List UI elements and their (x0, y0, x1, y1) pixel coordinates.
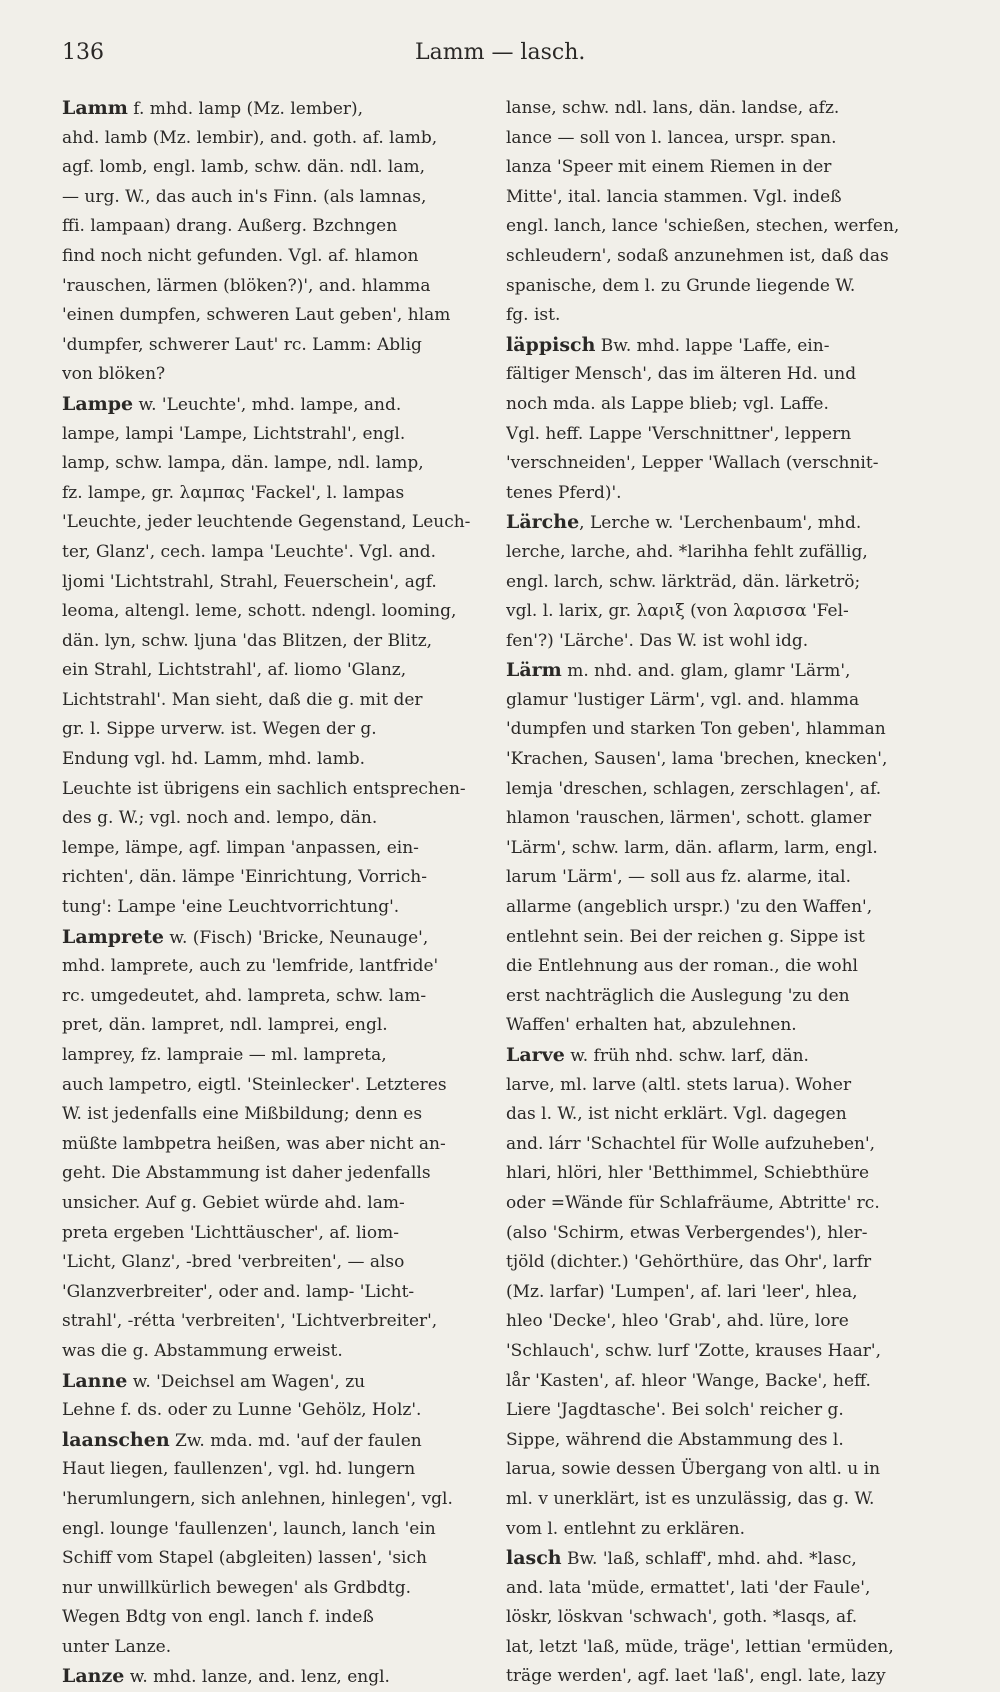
text-line (506, 301, 936, 331)
text-line (506, 1011, 936, 1041)
text-line (62, 893, 482, 923)
text-line (62, 301, 482, 331)
text-line (62, 94, 482, 124)
line-text: hlari, hlöri, hler 'Betthimmel, Schiebthüre (506, 1163, 870, 1184)
text-line (62, 627, 482, 657)
text-line (506, 1485, 936, 1515)
line-text: mhd. lamprete, auch zu 'lemfride, lantfride' (62, 956, 439, 977)
line-text: hlamon 'rauschen, lärmen', schott. glamer (506, 808, 872, 829)
text-line (62, 1130, 482, 1160)
text-line (506, 508, 936, 538)
line-text: 'Krachen, Sausen', lama 'brechen, knecken', (506, 749, 888, 770)
headword: Lampe (62, 392, 134, 415)
text-line (62, 982, 482, 1012)
text-line (506, 568, 936, 598)
text-line (62, 1011, 482, 1041)
line-text: 'Licht, Glanz', -bred 'verbreiten', — also (62, 1252, 405, 1273)
text-line (506, 360, 936, 390)
right-column (506, 94, 936, 1692)
headword: läppisch (506, 333, 596, 356)
text-line (506, 1662, 936, 1692)
text-line (506, 863, 936, 893)
text-line (506, 331, 936, 361)
text-line (62, 1662, 482, 1692)
text-line (62, 508, 482, 538)
text-line (62, 331, 482, 361)
text-line (62, 715, 482, 745)
line-text: Bw. 'laß, schlaff', mhd. ahd. *lasc, (561, 1549, 857, 1570)
line-text: Wegen Bdtg von engl. lanch f. indeß (62, 1607, 374, 1628)
text-line (62, 775, 482, 805)
text-line (62, 272, 482, 302)
text-line (506, 390, 936, 420)
text-line (62, 1041, 482, 1071)
text-line (506, 1041, 936, 1071)
line-text: 'rauschen, lärmen (blöken?)', and. hlamma (62, 275, 431, 296)
line-text: vgl. l. larix, gr. λαριξ (von λαρισσα 'Fel- (506, 601, 849, 622)
text-line (506, 1633, 936, 1663)
text-line (506, 1307, 936, 1337)
text-line (506, 597, 936, 627)
line-text: larve, ml. larve (altl. stets larua). Woher (506, 1074, 852, 1095)
text-line (62, 449, 482, 479)
headword: Lamprete (62, 925, 165, 948)
text-line (62, 1544, 482, 1574)
line-text: and. lata 'müde, ermattet', lati 'der Faule', (506, 1577, 871, 1598)
page-number: 136 (62, 40, 104, 65)
line-text: 'dumpfer, schwerer Laut' rc. Lamm: Ablig (62, 334, 422, 355)
text-line (506, 952, 936, 982)
text-line (506, 834, 936, 864)
line-text: das l. W., ist nicht erklärt. Vgl. dagegen (506, 1104, 847, 1125)
line-text: lamprey, fz. lampraie — ml. lampreta, (62, 1045, 387, 1065)
line-text: 'verschneiden', Lepper 'Wallach (verschnit- (506, 453, 879, 474)
line-text: lance — soll von l. lancea, urspr. span. (506, 127, 837, 148)
line-text: lanza 'Speer mit einem Riemen in der (506, 157, 832, 178)
line-text: spanische, dem l. zu Grunde liegende W. (506, 275, 856, 296)
text-line (62, 745, 482, 775)
line-text: ahd. lamb (Mz. lembir), and. goth. af. lamb, (62, 127, 438, 148)
line-text: ein Strahl, Lichtstrahl', af. liomo 'Glanz, (62, 660, 407, 681)
text-line (506, 923, 936, 953)
line-text: fältiger Mensch', das im älteren Hd. und (506, 364, 857, 385)
line-text: lamp, schw. lampa, dän. lampe, ndl. lamp, (62, 453, 424, 474)
headword: Lärm (506, 659, 562, 682)
line-text: ljomi 'Lichtstrahl, Strahl, Feuerschein', agf. (62, 571, 437, 592)
text-line (62, 686, 482, 716)
line-text: Liere 'Jagdtasche'. Bei solch' reicher g. (506, 1400, 844, 1421)
text-line (506, 715, 936, 745)
line-text: ter, Glanz', cech. lampa 'Leuchte'. Vgl. and. (62, 541, 437, 562)
text-line (62, 656, 482, 686)
line-text: lår 'Kasten', af. hleor 'Wange, Backe', heff. (506, 1370, 871, 1391)
text-line (62, 834, 482, 864)
line-text: engl. larch, schw. lärkträd, dän. lärketrö; (506, 571, 861, 592)
text-line (506, 212, 936, 242)
text-line (506, 1159, 936, 1189)
line-text: von blöken? (62, 364, 166, 385)
line-text: unsicher. Auf g. Gebiet würde ahd. lam- (62, 1192, 405, 1213)
line-text: ml. v unerklärt, ist es unzulässig, das g. W. (506, 1488, 875, 1509)
line-text: Bw. mhd. lappe 'Laffe, ein- (595, 335, 830, 356)
text-line (506, 1426, 936, 1456)
line-text: larua, sowie dessen Übergang von altl. u in (506, 1459, 881, 1480)
line-text: Leuchte ist übrigens ein sachlich entsprechen- (62, 778, 466, 799)
text-line (62, 1278, 482, 1308)
line-text: lempe, lämpe, agf. limpan 'anpassen, ein- (62, 837, 419, 858)
line-text: gr. l. Sippe urverw. ist. Wegen der g. (62, 719, 377, 740)
line-text: des g. W.; vgl. noch and. lempo, dän. (62, 808, 378, 829)
line-text: find noch nicht gefunden. Vgl. af. hlamon (62, 245, 419, 266)
text-line (506, 449, 936, 479)
text-line (506, 272, 936, 302)
text-line (62, 1189, 482, 1219)
text-line (506, 1100, 936, 1130)
line-text: dän. lyn, schw. ljuna 'das Blitzen, der Blitz, (62, 630, 433, 651)
line-text: hleo 'Decke', hleo 'Grab', ahd. lüre, lore (506, 1311, 849, 1332)
line-text: engl. lanch, lance 'schießen, stechen, werfen, (506, 216, 900, 237)
line-text: tenes Pferd)'. (506, 482, 622, 503)
line-text: richten', dän. lämpe 'Einrichtung, Vorrich- (62, 867, 427, 888)
text-line (62, 153, 482, 183)
text-line (62, 1367, 482, 1397)
text-line (62, 1248, 482, 1278)
line-text: fen'?) 'Lärche'. Das W. ist wohl idg. (506, 630, 809, 651)
line-text: Schiff vom Stapel (abgleiten) lassen', 'sich (62, 1548, 427, 1569)
text-line (62, 360, 482, 390)
text-line (506, 1130, 936, 1160)
line-text: ffi. lampaan) drang. Außerg. Bzchngen (62, 216, 398, 237)
text-line (506, 1367, 936, 1397)
line-text: w. früh nhd. schw. larf, dän. (564, 1046, 809, 1066)
text-line (62, 1426, 482, 1456)
text-line (506, 153, 936, 183)
text-line (62, 597, 482, 627)
text-line (62, 1307, 482, 1337)
text-line (62, 124, 482, 154)
line-text: entlehnt sein. Bei der reichen g. Sippe ist (506, 926, 865, 947)
text-line (62, 1455, 482, 1485)
text-line (506, 1278, 936, 1308)
line-text: Zw. mda. md. 'auf der faulen (169, 1430, 422, 1451)
line-text: 'Glanzverbreiter', oder and. lamp- 'Licht- (62, 1281, 415, 1302)
text-line (62, 1515, 482, 1545)
headword: Larve (506, 1044, 565, 1066)
text-line (62, 1485, 482, 1515)
text-line (62, 390, 482, 420)
line-text: nur unwillkürlich bewegen' als Grdbdtg. (62, 1577, 412, 1598)
line-text: die Entlehnung aus der roman., die wohl (506, 956, 858, 977)
line-text: allarme (angeblich urspr.) 'zu den Waffen', (506, 897, 873, 918)
text-line (506, 1603, 936, 1633)
text-line (506, 1396, 936, 1426)
text-line (62, 1574, 482, 1604)
line-text: lanse, schw. ndl. lans, dän. landse, afz. (506, 98, 840, 118)
line-text: müßte lambpetra heißen, was aber nicht an- (62, 1133, 446, 1154)
line-text: erst nachträglich die Auslegung 'zu den (506, 985, 850, 1006)
text-line (62, 1603, 482, 1633)
headword: lasch (506, 1547, 562, 1570)
line-text: Vgl. heff. Lappe 'Verschnittner', leppern (506, 423, 852, 444)
line-text: tjöld (dichter.) 'Gehörthüre, das Ohr', larfr (506, 1252, 872, 1273)
line-text: auch lampetro, eigtl. 'Steinlecker'. Letzteres (62, 1074, 447, 1095)
text-line (506, 1455, 936, 1485)
text-line (62, 1219, 482, 1249)
line-text: agf. lomb, engl. lamb, schw. dän. ndl. lam, (62, 157, 425, 178)
text-line (62, 242, 482, 272)
line-text: strahl', -rétta 'verbreiten', 'Lichtverbreiter', (62, 1311, 438, 1332)
line-text: tung': Lampe 'eine Leuchtvorrichtung'. (62, 897, 400, 918)
text-line (506, 94, 936, 124)
line-text: schleudern', sodaß anzunehmen ist, daß das (506, 245, 889, 266)
line-text: 'einen dumpfen, schweren Laut geben', hlam (62, 305, 451, 326)
text-line (62, 952, 482, 982)
line-text: f. mhd. lamp (Mz. lember), (127, 99, 364, 119)
line-text: glamur 'lustiger Lärm', vgl. and. hlamma (506, 689, 860, 710)
text-line (506, 420, 936, 450)
line-text: 'herumlungern, sich anlehnen, hinlegen', vgl. (62, 1488, 453, 1509)
text-line (506, 124, 936, 154)
text-line (62, 804, 482, 834)
text-line (506, 775, 936, 805)
text-line (506, 627, 936, 657)
text-line (62, 1396, 482, 1426)
line-text: rc. umgedeutet, ahd. lampreta, schw. lam- (62, 985, 427, 1006)
line-text: W. ist jedenfalls eine Mißbildung; denn es (62, 1104, 423, 1125)
text-line (506, 656, 936, 686)
line-text: preta ergeben 'Lichttäuscher', af. liom- (62, 1222, 399, 1243)
line-text: pret, dän. lampret, ndl. lamprei, engl. (62, 1015, 388, 1036)
line-text: lemja 'dreschen, schlagen, zerschlagen', af. (506, 778, 882, 799)
line-text: (also 'Schirm, etwas Verbergendes'), hler- (506, 1222, 868, 1243)
page-header (0, 40, 1000, 80)
line-text: lat, letzt 'laß, müde, träge', lettian 'ermüden, (506, 1636, 894, 1657)
text-line (62, 538, 482, 568)
text-line (506, 1071, 936, 1101)
text-line (506, 1337, 936, 1367)
line-text: (Mz. larfar) 'Lumpen', af. lari 'leer', hlea, (506, 1281, 858, 1302)
text-line (506, 745, 936, 775)
headword: Lanze (62, 1665, 125, 1688)
text-line (506, 804, 936, 834)
text-line (506, 1574, 936, 1604)
text-line (506, 1248, 936, 1278)
line-text: and. lárr 'Schachtel für Wolle aufzuheben', (506, 1133, 876, 1154)
text-line (62, 863, 482, 893)
text-line (62, 479, 482, 509)
text-line (62, 1159, 482, 1189)
text-line (506, 1544, 936, 1574)
line-text: 'Lärm', schw. larm, dän. aflarm, larm, engl. (506, 837, 878, 858)
text-line (506, 982, 936, 1012)
line-text: w. 'Deichsel am Wagen', zu (127, 1371, 366, 1392)
text-line (506, 1515, 936, 1545)
line-text: löskr, löskvan 'schwach', goth. *lasqs, af. (506, 1607, 858, 1628)
text-line (506, 686, 936, 716)
line-text: Endung vgl. hd. Lamm, mhd. lamb. (62, 749, 366, 770)
text-line (62, 1100, 482, 1130)
left-column (62, 94, 482, 1692)
line-text: leoma, altengl. leme, schott. ndengl. looming, (62, 601, 457, 622)
text-line (62, 183, 482, 213)
line-text: vom l. entlehnt zu erklären. (506, 1518, 745, 1539)
text-line (506, 242, 936, 272)
headword: laanschen (62, 1428, 170, 1451)
line-text: fz. lampe, gr. λαμπας 'Fackel', l. lampas (62, 482, 405, 503)
line-text: fg. ist. (506, 305, 561, 326)
headword: Lamm (62, 97, 128, 119)
line-text: m. nhd. and. glam, glamr 'Lärm', (561, 661, 851, 682)
text-line (62, 1633, 482, 1663)
line-text: Sippe, während die Abstammung des l. (506, 1429, 844, 1450)
text-line (62, 923, 482, 953)
line-text: 'dumpfen und starken Ton geben', hlamman (506, 719, 886, 740)
line-text: Haut liegen, faullenzen', vgl. hd. lungern (62, 1459, 416, 1480)
text-line (62, 568, 482, 598)
line-text: — urg. W., das auch in's Finn. (als lamnas, (62, 186, 427, 207)
line-text: 'Schlauch', schw. lurf 'Zotte, krauses Haar', (506, 1340, 881, 1361)
line-text: w. 'Leuchte', mhd. lampe, and. (133, 394, 402, 415)
line-text: Waffen' erhalten hat, abzulehnen. (506, 1015, 797, 1036)
running-head: Lamm — lasch. (415, 40, 586, 65)
line-text: Lehne f. ds. oder zu Lunne 'Gehölz, Holz'. (62, 1400, 422, 1421)
headword: Lanne (62, 1369, 128, 1392)
line-text: träge werden', agf. laet 'laß', engl. late, lazy (506, 1666, 886, 1687)
line-text: was die g. Abstammung erweist. (62, 1340, 343, 1361)
line-text: w. (Fisch) 'Bricke, Neunauge', (164, 927, 429, 948)
line-text: engl. lounge 'faullenzen', launch, lanch 'ein (62, 1518, 436, 1539)
line-text: Lichtstrahl'. Man sieht, daß die g. mit der (62, 689, 423, 710)
text-line (62, 1071, 482, 1101)
text-line (62, 212, 482, 242)
line-text: geht. Die Abstammung ist daher jedenfalls (62, 1163, 431, 1184)
line-text: unter Lanze. (62, 1636, 172, 1657)
text-line (506, 1219, 936, 1249)
line-text: lampe, lampi 'Lampe, Lichtstrahl', engl. (62, 423, 406, 444)
text-line (62, 420, 482, 450)
line-text: larum 'Lärm', — soll aus fz. alarme, ital. (506, 867, 851, 888)
line-text: w. mhd. lanze, and. lenz, engl. (124, 1667, 390, 1688)
line-text: Mitte', ital. lancia stammen. Vgl. indeß (506, 186, 842, 207)
text-line (62, 1337, 482, 1367)
line-text: oder =Wände für Schlafräume, Abtritte' rc. (506, 1192, 880, 1213)
text-line (506, 893, 936, 923)
line-text: , Lerche w. 'Lerchenbaum', mhd. (579, 513, 862, 534)
line-text: lerche, larche, ahd. *larihha fehlt zufällig, (506, 541, 868, 562)
headword: Lärche (506, 511, 580, 534)
text-line (506, 183, 936, 213)
text-line (506, 538, 936, 568)
line-text: 'Leuchte, jeder leuchtende Gegenstand, Leuch- (62, 512, 471, 533)
text-line (506, 479, 936, 509)
line-text: noch mda. als Lappe blieb; vgl. Laffe. (506, 393, 829, 414)
text-line (506, 1189, 936, 1219)
